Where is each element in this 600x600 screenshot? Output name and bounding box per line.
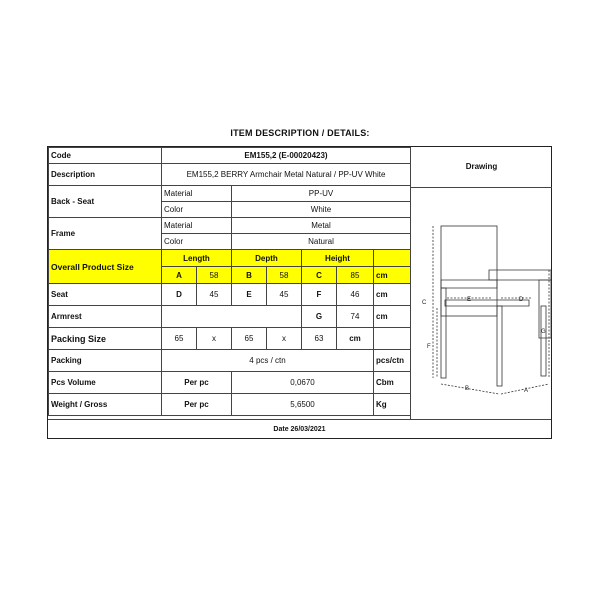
depth-header: Depth bbox=[232, 250, 302, 267]
packing-unit: pcs/ctn bbox=[374, 350, 411, 372]
frame-color-value: Natural bbox=[232, 234, 411, 250]
drawing-label-b: B bbox=[465, 386, 470, 392]
dim-a-label: A bbox=[162, 267, 197, 284]
dim-a-value: 58 bbox=[197, 267, 232, 284]
drawing-label: Drawing bbox=[411, 147, 552, 188]
dim-g-value: 74 bbox=[337, 306, 374, 328]
chair-leg-front-right bbox=[541, 306, 546, 376]
packing-size-width: 65 bbox=[232, 328, 267, 350]
volume-value: 0,0670 bbox=[232, 372, 374, 394]
chair-leg-front-left bbox=[497, 306, 502, 386]
dim-b-label: B bbox=[232, 267, 267, 284]
frame-material-value: Metal bbox=[232, 218, 411, 234]
description-row bbox=[49, 164, 411, 186]
weight-value: 5,6500 bbox=[232, 394, 374, 416]
chair-right-armrest bbox=[489, 270, 551, 280]
armrest-unit: cm bbox=[374, 306, 411, 328]
dim-e-label: E bbox=[232, 284, 267, 306]
frame-material-label: Material bbox=[162, 218, 232, 234]
packing-size-row bbox=[49, 328, 411, 350]
frame-color-label: Color bbox=[162, 234, 232, 250]
dim-d-value: 45 bbox=[197, 284, 232, 306]
packing-size-blank bbox=[374, 328, 411, 350]
weight-label: Weight / Gross bbox=[49, 394, 162, 416]
volume-row bbox=[49, 372, 411, 394]
overall-blank bbox=[374, 250, 411, 267]
seat-label: Seat bbox=[49, 284, 162, 306]
dim-g-label: G bbox=[302, 306, 337, 328]
packing-size-length: 65 bbox=[162, 328, 197, 350]
back-seat-label: Back - Seat bbox=[49, 186, 162, 218]
drawing-label-c: C bbox=[422, 300, 427, 306]
packing-size-x1: x bbox=[197, 328, 232, 350]
dim-b-value: 58 bbox=[267, 267, 302, 284]
dim-c-label: C bbox=[302, 267, 337, 284]
packing-size-height: 63 bbox=[302, 328, 337, 350]
armrest-label: Armrest bbox=[49, 306, 162, 328]
overall-size-header-row bbox=[49, 250, 411, 267]
drawing-panel bbox=[410, 147, 552, 419]
back-seat-material-value: PP-UV bbox=[232, 186, 411, 202]
frame-material-row bbox=[49, 218, 411, 234]
overall-unit: cm bbox=[374, 267, 411, 284]
dim-e-value: 45 bbox=[267, 284, 302, 306]
frame-label: Frame bbox=[49, 218, 162, 250]
packing-size-x2: x bbox=[267, 328, 302, 350]
packing-size-label: Packing Size bbox=[49, 328, 162, 350]
packing-size-unit: cm bbox=[337, 328, 374, 350]
drawing-label-f: F bbox=[427, 344, 431, 350]
back-seat-color-value: White bbox=[232, 202, 411, 218]
spec-sheet bbox=[47, 146, 552, 439]
armrest-blank bbox=[162, 306, 302, 328]
drawing-label-g: G bbox=[541, 329, 546, 335]
packing-value: 4 pcs / ctn bbox=[162, 350, 374, 372]
code-label: Code bbox=[49, 148, 162, 164]
length-header: Length bbox=[162, 250, 232, 267]
height-header: Height bbox=[302, 250, 374, 267]
chair-drawing bbox=[411, 188, 552, 418]
page-title: ITEM DESCRIPTION / DETAILS: bbox=[230, 128, 370, 138]
weight-per: Per pc bbox=[162, 394, 232, 416]
back-seat-color-label: Color bbox=[162, 202, 232, 218]
drawing-label-a: A bbox=[524, 388, 529, 394]
drawing-label-e: E bbox=[467, 297, 472, 303]
dim-f-label: F bbox=[302, 284, 337, 306]
back-seat-material-row bbox=[49, 186, 411, 202]
chair-left-armrest bbox=[441, 280, 497, 288]
weight-unit: Kg bbox=[374, 394, 411, 416]
armrest-row bbox=[49, 306, 411, 328]
description-value: EM155,2 BERRY Armchair Metal Natural / PP-UV White bbox=[162, 164, 411, 186]
code-value: EM155,2 (E-00020423) bbox=[162, 148, 411, 164]
packing-row bbox=[49, 350, 411, 372]
back-seat-material-label: Material bbox=[162, 186, 232, 202]
dim-d-label: D bbox=[162, 284, 197, 306]
date-footer: Date 26/03/2021 bbox=[48, 419, 551, 439]
dim-line-b bbox=[441, 384, 499, 394]
volume-unit: Cbm bbox=[374, 372, 411, 394]
code-row bbox=[49, 148, 411, 164]
seat-row bbox=[49, 284, 411, 306]
description-label: Description bbox=[49, 164, 162, 186]
weight-row bbox=[49, 394, 411, 416]
spec-table bbox=[48, 147, 411, 416]
volume-per: Per pc bbox=[162, 372, 232, 394]
chair-seat bbox=[445, 300, 529, 306]
dim-c-value: 85 bbox=[337, 267, 374, 284]
packing-label: Packing bbox=[49, 350, 162, 372]
drawing-label-d: D bbox=[519, 297, 524, 303]
seat-unit: cm bbox=[374, 284, 411, 306]
dim-f-value: 46 bbox=[337, 284, 374, 306]
volume-label: Pcs Volume bbox=[49, 372, 162, 394]
overall-size-label: Overall Product Size bbox=[49, 250, 162, 284]
